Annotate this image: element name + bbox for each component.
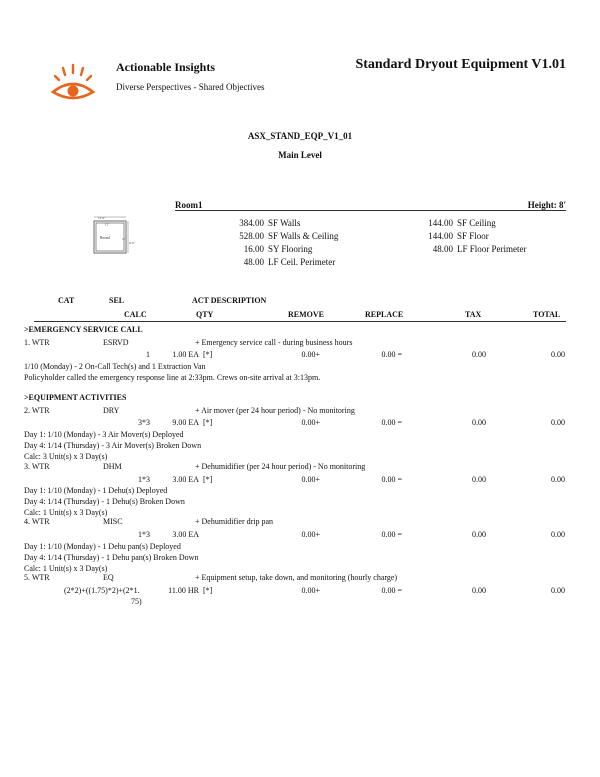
section-title: >EMERGENCY SERVICE CALL [24, 325, 143, 334]
measure-left-0: 384.00 SF Walls [239, 218, 301, 228]
item-calc: (2*2)+((1.75)*2)+(2*1. [64, 586, 140, 595]
item-note: Day 4: 1/14 (Thursday) - 1 Dehu pan(s) Broken Down [24, 553, 199, 562]
item-note: 1/10 (Monday) - 2 On-Call Tech(s) and 1 Extraction Van [24, 362, 206, 371]
diagram-dim-side-outer: 12' 6" [128, 242, 135, 245]
item-replace: 0.00 = [381, 475, 402, 484]
item-qty: 9.00 EA [172, 418, 199, 427]
item-line-number: 1. WTR [24, 338, 50, 347]
col-replace: REPLACE [365, 310, 404, 319]
col-act-desc: ACT DESCRIPTION [192, 296, 267, 305]
diagram-dim-top-inner: 12' [105, 222, 109, 227]
eye-logo-icon [50, 62, 96, 106]
diagram-dim-top-outer: 12' 6" [98, 216, 106, 220]
item-description: + Air mover (per 24 hour period) - No monitoring [195, 406, 355, 415]
item-line-number: 2. WTR [24, 406, 50, 415]
item-remove: 0.00+ [301, 475, 320, 484]
item-note: Calc: 1 Unit(s) x 3 Day(s) [24, 564, 108, 573]
item-note: Policyholder called the emergency response line at 2:33pm. Crews on-site arrival at 3:13pm. [24, 373, 321, 382]
document-title: Standard Dryout Equipment V1.01 [355, 57, 566, 72]
col-sel: SEL [109, 296, 125, 305]
item-calc-continued: 75) [131, 597, 142, 606]
item-qty: 3.00 EA [172, 475, 199, 484]
item-remove: 0.00+ [301, 350, 320, 359]
item-sel: DHM [103, 462, 122, 471]
item-total: 0.00 [551, 475, 565, 484]
item-remove: 0.00+ [301, 530, 320, 539]
item-qty: 11.00 HR [168, 586, 199, 595]
item-calc: 1 [146, 350, 150, 359]
company-tagline: Diverse Perspectives - Shared Objectives [116, 82, 265, 92]
item-tax: 0.00 [472, 530, 486, 539]
item-description: + Dehumidifier drip pan [195, 517, 274, 526]
item-total: 0.00 [551, 530, 565, 539]
col-qty: QTY [196, 310, 214, 319]
item-note: Calc: 3 Unit(s) x 3 Day(s) [24, 452, 108, 461]
col-calc: CALC [124, 310, 147, 319]
item-replace: 0.00 = [381, 350, 402, 359]
section-title: >EQUIPMENT ACTIVITIES [24, 393, 127, 402]
item-line-number: 5. WTR [24, 573, 50, 582]
room-height: Height: 8' [527, 200, 566, 210]
item-flag: [*] [203, 418, 213, 427]
diagram-room-label: Room1 [100, 236, 111, 240]
header-divider [34, 321, 566, 322]
room-divider [175, 210, 566, 211]
item-tax: 0.00 [472, 475, 486, 484]
room-diagram-icon [88, 214, 135, 256]
item-description: + Emergency service call - during business hours [195, 338, 353, 347]
item-note: Day 4: 1/14 (Thursday) - 1 Dehu(s) Broken Down [24, 497, 185, 506]
measure-left-2: 16.00 SY Flooring [243, 244, 313, 254]
item-description: + Dehumidifier (per 24 hour period) - No monitoring [195, 462, 366, 471]
item-sel: ESRVD [103, 338, 129, 347]
level-name: Main Level [278, 150, 322, 160]
item-tax: 0.00 [472, 586, 486, 595]
measure-left-3: 48.00 LF Ceil. Perimeter [243, 257, 336, 267]
measure-right-2: 48.00 LF Floor Perimeter [432, 244, 527, 254]
item-note: Day 4: 1/14 (Thursday) - 3 Air Mover(s) Broken Down [24, 441, 202, 450]
company-name: Actionable Insights [116, 60, 216, 74]
item-line-number: 3. WTR [24, 462, 50, 471]
item-sel: MISC [103, 517, 123, 526]
item-line-number: 4. WTR [24, 517, 50, 526]
measure-right-1: 144.00 SF Floor [428, 231, 489, 241]
item-sel: DRY [103, 406, 120, 415]
item-total: 0.00 [551, 350, 565, 359]
item-tax: 0.00 [472, 418, 486, 427]
item-flag: [*] [203, 586, 213, 595]
item-calc: 3*3 [138, 418, 150, 427]
col-cat: CAT [58, 296, 75, 305]
estimate-name: ASX_STAND_EQP_V1_01 [247, 131, 353, 141]
item-replace: 0.00 = [381, 586, 402, 595]
item-tax: 0.00 [472, 350, 486, 359]
item-calc: 1*3 [138, 530, 150, 539]
item-flag: [*] [203, 350, 213, 359]
item-note: Day 1: 1/10 (Monday) - 1 Dehu(s) Deployed [24, 486, 168, 495]
item-note: Calc: 1 Unit(s) x 3 Day(s) [24, 508, 108, 517]
item-remove: 0.00+ [301, 418, 320, 427]
item-note: Day 1: 1/10 (Monday) - 3 Air Mover(s) Deployed [24, 430, 184, 439]
item-replace: 0.00 = [381, 418, 402, 427]
col-tax: TAX [465, 310, 482, 319]
item-sel: EQ [103, 573, 114, 582]
item-note: Day 1: 1/10 (Monday) - 1 Dehu pan(s) Deployed [24, 542, 181, 551]
measure-left-1: 528.00 SF Walls & Ceiling [239, 231, 339, 241]
item-flag: [*] [203, 475, 213, 484]
item-qty: 3.00 EA [172, 530, 199, 539]
col-remove: REMOVE [288, 310, 324, 319]
col-total: TOTAL [533, 310, 561, 319]
item-description: + Equipment setup, take down, and monitoring (hourly charge) [195, 573, 398, 582]
diagram-dim-side-inner: 12' [122, 238, 126, 241]
room-name: Room1 [175, 200, 203, 210]
item-total: 0.00 [551, 586, 565, 595]
item-remove: 0.00+ [301, 586, 320, 595]
measure-right-0: 144.00 SF Ceiling [428, 218, 496, 228]
item-total: 0.00 [551, 418, 565, 427]
item-qty: 1.00 EA [172, 350, 199, 359]
item-calc: 1*3 [138, 475, 150, 484]
item-replace: 0.00 = [381, 530, 402, 539]
